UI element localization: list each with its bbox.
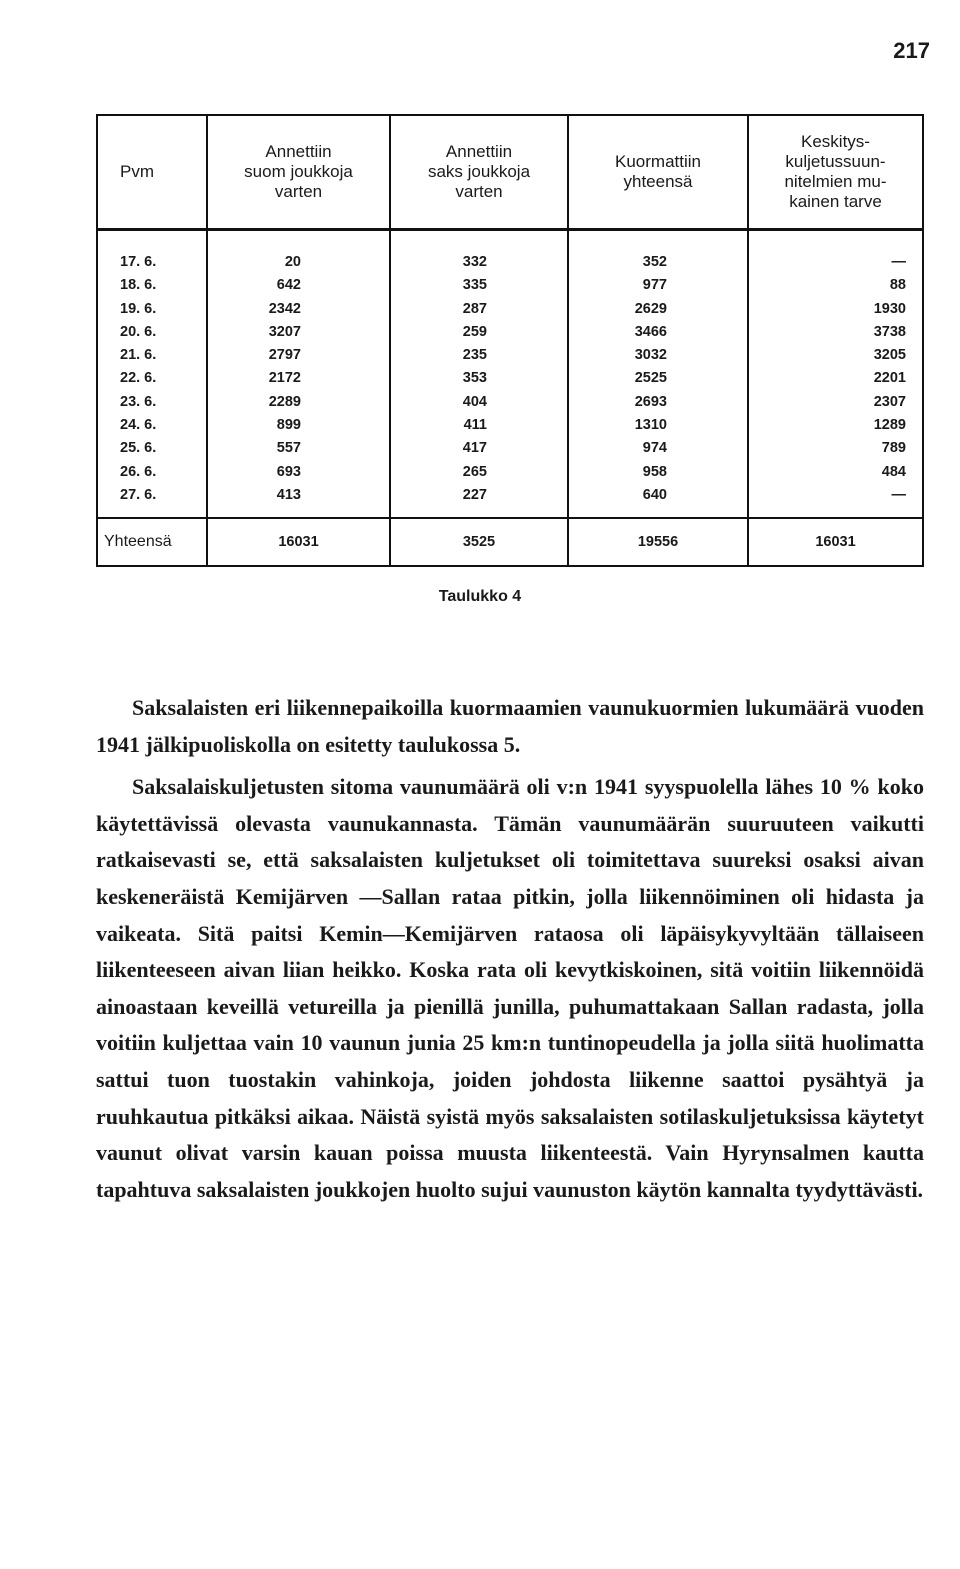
value-cell: 3466	[568, 321, 748, 344]
table-caption: Taulukko 4	[438, 588, 522, 605]
table-row	[97, 321, 923, 344]
value-cell: 977	[568, 274, 748, 297]
value-cell: —	[748, 230, 923, 275]
table-row	[97, 230, 923, 275]
value-cell: —	[748, 484, 923, 518]
value-cell: 20	[207, 230, 390, 275]
header-suom-joukkoja	[207, 115, 390, 230]
header-line: nitelmien mu-	[784, 172, 887, 191]
table-row	[97, 484, 923, 518]
date-cell: 24. 6.	[97, 414, 207, 437]
date-cell: 23. 6.	[97, 391, 207, 414]
header-pvm	[97, 115, 207, 230]
total-cell: 16031	[748, 518, 923, 566]
value-cell: 417	[390, 437, 568, 460]
value-cell: 2525	[568, 367, 748, 390]
value-cell: 557	[207, 437, 390, 460]
value-cell: 2307	[748, 391, 923, 414]
value-cell: 2172	[207, 367, 390, 390]
header-line: varten	[455, 182, 503, 201]
total-cell: 3525	[390, 518, 568, 566]
table-total-row	[97, 518, 923, 566]
header-tarve	[748, 115, 923, 230]
header-line: saks joukkoja	[427, 162, 531, 181]
value-cell: 404	[390, 391, 568, 414]
date-cell: 22. 6.	[97, 367, 207, 390]
value-cell: 2629	[568, 298, 748, 321]
value-cell: 974	[568, 437, 748, 460]
date-cell: 17. 6.	[97, 230, 207, 275]
value-cell: 3205	[748, 344, 923, 367]
date-cell: 18. 6.	[97, 274, 207, 297]
table-header-row	[97, 115, 923, 230]
header-saks-joukkoja	[390, 115, 568, 230]
header-line: yhteensä	[623, 172, 693, 191]
date-cell: 26. 6.	[97, 461, 207, 484]
total-label: Yhteensä	[97, 518, 207, 566]
table-row	[97, 367, 923, 390]
value-cell: 259	[390, 321, 568, 344]
value-cell: 642	[207, 274, 390, 297]
value-cell: 899	[207, 414, 390, 437]
table-row	[97, 414, 923, 437]
header-line: Pvm	[120, 162, 154, 181]
value-cell: 1930	[748, 298, 923, 321]
date-cell: 21. 6.	[97, 344, 207, 367]
value-cell: 693	[207, 461, 390, 484]
value-cell: 1310	[568, 414, 748, 437]
paragraph: Saksalaiskuljetusten sitoma vaunumäärä oli v:n 1941 syyspuolella lähes 10 % koko käytettävissä olevasta vaunukannasta. Tämän vaunumäärän suuruuteen vaikutti ratkaisevasti se, että saksalaisten kuljetukset oli toimitettava suureksi osaksi aivan keskeneräistä Kemijärven —Sallan rataa pitkin, jolla liikennöiminen oli hidasta ja vaikeata. Sitä paitsi Kemin—Kemijärven rataosa oli läpäisykyvyltään tällaiseen liikenteeseen aivan liian heikko. Koska rata oli kevytkiskoinen, sitä voitiin liikennöidä ainoastaan keveillä vetureilla ja pienillä junilla, puhumattakaan Sallan radasta, jolla voitiin kuljettaa vain 10 vaunun junia 25 km:n tuntinopeudella ja jolla siitä huolimatta sattui tuon tuostakin vahinkoja, joiden johdosta liikenne saattoi pysähtyä ja ruuhkautua pitkäksi aikaa. Näistä syistä myös saksalaisten sotilaskuljetuksissa käytetyt vaunut olivat varsin kauan poissa muusta liikenteestä. Vain Hyrynsalmen kautta tapahtuva saksalaisten joukkojen huolto sujui vaunuston käytön kannalta tyydyttävästi.	[96, 774, 924, 1202]
header-line: Annettiin	[445, 142, 513, 161]
value-cell: 2693	[568, 391, 748, 414]
value-cell: 3738	[748, 321, 923, 344]
header-line: Keskitys-	[801, 132, 870, 151]
header-line: varten	[274, 182, 323, 201]
value-cell: 2342	[207, 298, 390, 321]
data-table	[96, 114, 924, 567]
value-cell: 413	[207, 484, 390, 518]
table-body	[97, 230, 923, 519]
value-cell: 2289	[207, 391, 390, 414]
table-row	[97, 461, 923, 484]
value-cell: 411	[390, 414, 568, 437]
value-cell: 235	[390, 344, 568, 367]
date-cell: 19. 6.	[97, 298, 207, 321]
total-cell: 19556	[568, 518, 748, 566]
header-line: Annettiin	[265, 142, 332, 161]
table-row	[97, 298, 923, 321]
value-cell: 353	[390, 367, 568, 390]
value-cell: 1289	[748, 414, 923, 437]
data-table-container	[96, 114, 922, 567]
value-cell: 88	[748, 274, 923, 297]
value-cell: 2797	[207, 344, 390, 367]
value-cell: 335	[390, 274, 568, 297]
value-cell: 484	[748, 461, 923, 484]
value-cell: 352	[568, 230, 748, 275]
date-cell: 27. 6.	[97, 484, 207, 518]
total-cell: 16031	[207, 518, 390, 566]
table-row	[97, 274, 923, 297]
table-row	[97, 391, 923, 414]
date-cell: 20. 6.	[97, 321, 207, 344]
body-text	[96, 690, 924, 1208]
header-kuormattiin	[568, 115, 748, 230]
value-cell: 227	[390, 484, 568, 518]
value-cell: 287	[390, 298, 568, 321]
value-cell: 332	[390, 230, 568, 275]
header-line: kainen tarve	[789, 192, 882, 211]
header-line: kuljetussuun-	[785, 152, 886, 171]
header-line: suom joukkoja	[244, 162, 353, 181]
value-cell: 789	[748, 437, 923, 460]
value-cell: 958	[568, 461, 748, 484]
value-cell: 265	[390, 461, 568, 484]
value-cell: 640	[568, 484, 748, 518]
value-cell: 3207	[207, 321, 390, 344]
table-row	[97, 344, 923, 367]
value-cell: 3032	[568, 344, 748, 367]
header-line: Kuormattiin	[615, 152, 701, 171]
table-row	[97, 437, 923, 460]
page-number: 217	[893, 38, 930, 63]
date-cell: 25. 6.	[97, 437, 207, 460]
value-cell: 2201	[748, 367, 923, 390]
paragraph: Saksalaisten eri liikennepaikoilla kuormaamien vaunukuormien lukumäärä vuoden 1941 jälkipuoliskolla on esitetty taulukossa 5.	[96, 695, 924, 757]
